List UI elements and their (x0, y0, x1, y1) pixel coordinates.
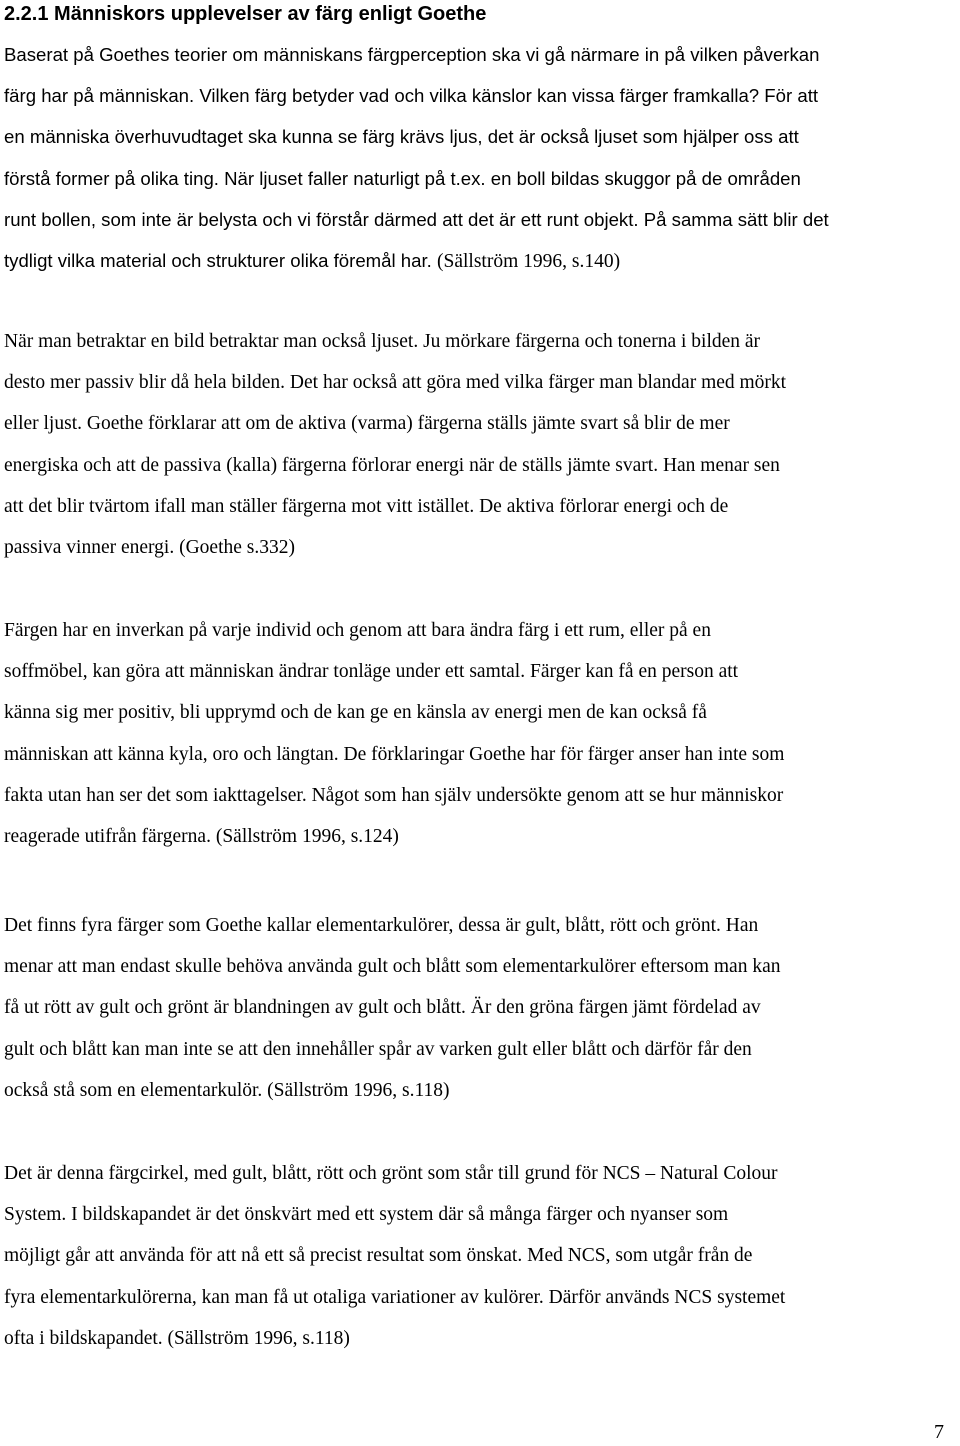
text-segment: fakta utan han ser det som iakttagelser. Något som han själv undersökte genom att se hur människor (4, 784, 784, 806)
paragraph (4, 1153, 958, 1359)
paragraph (4, 905, 958, 1111)
text-segment: tydligt vilka material och strukturer olika föremål har. (4, 249, 437, 271)
text-line (4, 362, 958, 403)
text-segment: känna sig mer positiv, bli upprymd och de kan ge en känsla av energi men de kan också få (4, 702, 707, 724)
text-segment: energiska och att de passiva (kalla) färgerna förlorar energi när de ställs jämte svart. Han menar sen (4, 454, 780, 476)
text-segment: få ut rött av gult och grönt är blandningen av gult och blått. Är den gröna färgen jämt fördelad av (4, 997, 761, 1019)
text-segment: Det är denna färgcirkel, med gult, blått, rött och grönt som står till grund för NCS – Natural Colour (4, 1163, 778, 1184)
text-line (4, 1194, 958, 1235)
text-line (4, 1153, 958, 1194)
text-line (4, 905, 958, 946)
text-segment: gult och blått kan man inte se att den innehåller spår av varken gult eller blått och därför får den (4, 1038, 752, 1060)
text-segment: förstå former på olika ting. När ljuset faller naturligt på t.ex. en boll bildas skuggor på de områden (4, 167, 801, 189)
text-line (4, 34, 958, 75)
text-segment: att det blir tvärtom ifall man ställer färgerna mot vitt istället. De aktiva förlorar energi och de (4, 495, 729, 517)
text-line (4, 692, 958, 733)
section-heading: 2.2.1 Människors upplevelser av färg enligt Goethe (4, 3, 487, 25)
text-segment: Baserat på Goethes teorier om människans färgperception ska vi gå närmare in på vilken påverkan (4, 44, 820, 65)
text-segment: runt bollen, som inte är belysta och vi förstår därmed att det är ett runt objekt. På samma sätt blir det (4, 208, 829, 230)
text-line (4, 75, 958, 116)
text-segment: När man betraktar en bild betraktar man också ljuset. Ju mörkare färgerna och tonerna i bilden är (4, 331, 761, 352)
text-line (4, 1070, 958, 1111)
text-segment: fyra elementarkulörerna, kan man få ut otaliga variationer av kulörer. Därför används NCS systemet (4, 1286, 786, 1308)
text-line (4, 775, 958, 816)
text-line (4, 946, 958, 987)
text-segment: en människa överhuvudtaget ska kunna se färg krävs ljus, det är också ljuset som hjälper oss att (4, 126, 799, 148)
text-segment: (Sällström 1996, s.140) (437, 250, 621, 272)
text-segment: passiva vinner energi. (Goethe s.332) (4, 536, 295, 558)
text-line (4, 610, 958, 651)
text-segment: färg har på människan. Vilken färg betyder vad och vilka känslor kan vissa färger framkalla? För att (4, 85, 819, 107)
text-segment: Det finns fyra färger som Goethe kallar elementarkulörer, dessa är gult, blått, rött och grönt. Han (4, 915, 759, 936)
text-segment: reagerade utifrån färgerna. (Sällström 1996, s.124) (4, 825, 399, 847)
text-segment: eller ljust. Goethe förklarar att om de aktiva (varma) färgerna ställs jämte svart så blir de mer (4, 413, 730, 435)
text-line (4, 445, 958, 486)
text-line (4, 1235, 958, 1276)
text-line (4, 987, 958, 1028)
text-line (4, 527, 958, 568)
text-segment: System. I bildskapandet är det önskvärt med ett system där så många färger och nyanser som (4, 1204, 729, 1226)
text-line (4, 734, 958, 775)
text-line (4, 116, 958, 157)
text-line (4, 158, 958, 199)
page-number: 7 (934, 1421, 944, 1443)
text-line (4, 240, 958, 281)
paragraph (4, 610, 958, 857)
text-segment: menar att man endast skulle behöva använda gult och blått som elementarkulörer eftersom man kan (4, 956, 781, 978)
text-segment: soffmöbel, kan göra att människan ändrar tonläge under ett samtal. Färger kan få en person att (4, 661, 739, 683)
text-line (4, 199, 958, 240)
text-segment: möjligt går att använda för att nå ett så precist resultat som önskat. Med NCS, som utgår från de (4, 1245, 753, 1267)
paragraph (4, 34, 958, 281)
text-segment: människan att känna kyla, oro och längtan. De förklaringar Goethe har för färger anser han inte som (4, 743, 785, 765)
text-line (4, 486, 958, 527)
text-segment: också stå som en elementarkulör. (Sällström 1996, s.118) (4, 1079, 450, 1101)
text-line (4, 403, 958, 444)
text-line (4, 321, 958, 362)
paragraph (4, 321, 958, 568)
text-line (4, 1029, 958, 1070)
text-line (4, 816, 958, 857)
text-segment: Färgen har en inverkan på varje individ och genom att bara ändra färg i ett rum, eller på en (4, 620, 711, 641)
text-segment: ofta i bildskapandet. (Sällström 1996, s.118) (4, 1327, 350, 1349)
text-line (4, 1277, 958, 1318)
text-segment: desto mer passiv blir då hela bilden. Det har också att göra med vilka färger man blandar med mörkt (4, 372, 787, 394)
text-line (4, 1318, 958, 1359)
text-line (4, 651, 958, 692)
